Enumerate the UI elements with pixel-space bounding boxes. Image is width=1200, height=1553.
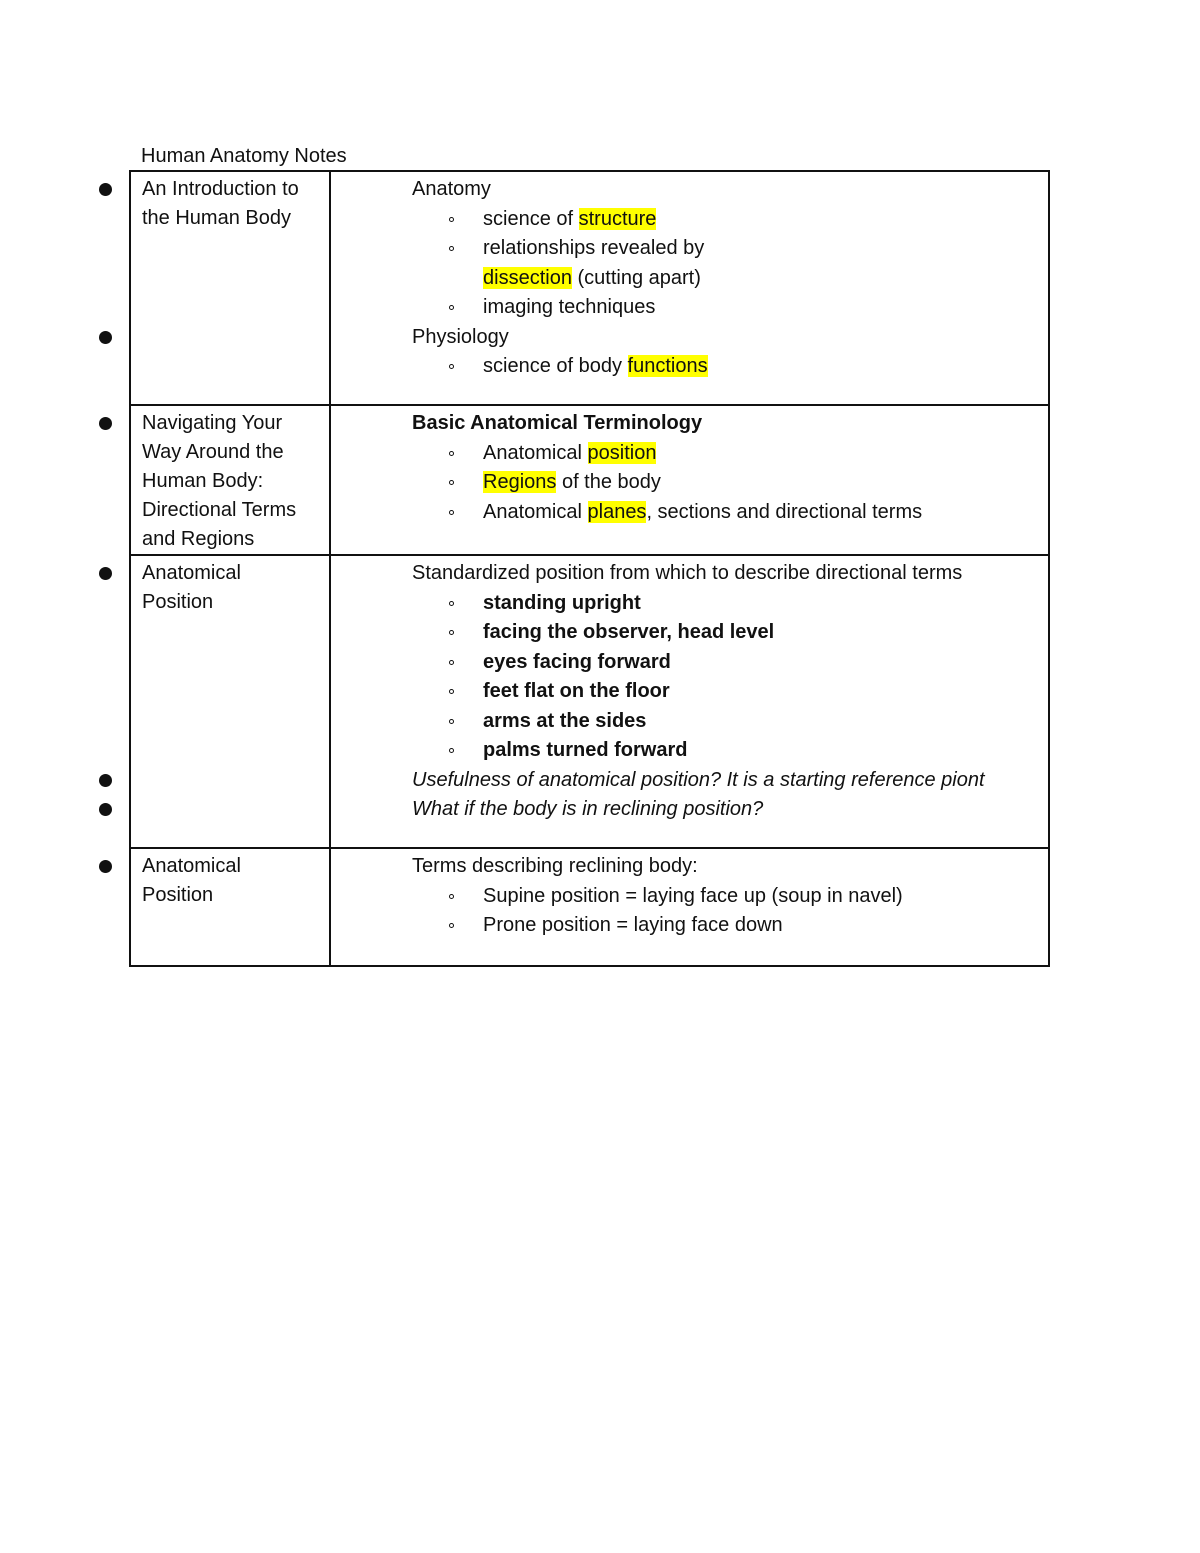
list-item (331, 409, 1048, 527)
bullet-icon (99, 331, 112, 344)
sub-item: Prone position = laying face down (332, 911, 1048, 941)
topic-cell (130, 555, 330, 848)
circle-bullet-icon (449, 894, 454, 899)
bullet-icon (99, 183, 112, 196)
circle-bullet-icon (449, 510, 454, 515)
topic-line: Way Around the (142, 441, 284, 463)
topic-line: Navigating Your (142, 412, 283, 434)
topic-line: Anatomical (142, 855, 241, 877)
list-item (331, 852, 1048, 941)
bullet-icon (99, 417, 112, 430)
list-item (331, 766, 1048, 796)
sub-list (483, 589, 1048, 766)
notes-cell (330, 171, 1049, 405)
sub-list (483, 205, 1048, 323)
circle-bullet-icon (449, 451, 454, 456)
sub-item: imaging techniques (332, 293, 1048, 323)
page-title: Human Anatomy Notes (141, 145, 347, 167)
item-text: What if the body is in reclining position? (412, 798, 764, 820)
topic-cell (130, 171, 330, 405)
item-text: Standardized position from which to describe directional terms (412, 562, 963, 584)
topic-line: Position (142, 884, 214, 906)
circle-bullet-icon (449, 601, 454, 606)
circle-bullet-icon (449, 305, 454, 310)
list-item (331, 559, 1048, 766)
circle-bullet-icon (449, 748, 454, 753)
sub-item: science of structure (332, 205, 1048, 235)
sub-item: science of body functions (332, 352, 1048, 382)
sub-item: arms at the sides (332, 707, 1048, 737)
highlighted-term: structure (578, 207, 657, 230)
sub-item: eyes facing forward (332, 648, 1048, 678)
bullet-list (331, 852, 1048, 941)
topic-cell (130, 405, 330, 555)
bullet-icon (99, 860, 112, 873)
highlighted-term: functions (627, 355, 708, 377)
topic-line: the Human Body (142, 207, 291, 229)
table-row (130, 848, 1049, 966)
item-text: Usefulness of anatomical position? It is a starting reference piont (412, 768, 985, 791)
circle-bullet-icon (449, 630, 454, 635)
bullet-icon (99, 567, 112, 580)
notes-table (129, 170, 1050, 967)
sub-item: palms turned forward (332, 736, 1048, 766)
circle-bullet-icon (449, 480, 454, 485)
list-item (331, 323, 1048, 382)
bullet-list (331, 409, 1048, 527)
bullet-icon (99, 774, 112, 787)
table-row (130, 171, 1049, 405)
notes-cell (330, 555, 1049, 848)
item-text: Anatomy (412, 178, 491, 200)
sub-item: standing upright (332, 589, 1048, 619)
topic-line: Position (142, 591, 214, 613)
table-row (130, 405, 1049, 555)
topic-line: Directional Terms (142, 499, 297, 521)
circle-bullet-icon (449, 923, 454, 928)
sub-item: facing the observer, head level (332, 618, 1048, 648)
circle-bullet-icon (449, 660, 454, 665)
sub-item: Regions of the body (332, 468, 1048, 498)
sub-list (483, 439, 1048, 528)
sub-list (483, 352, 1048, 382)
sub-item: feet flat on the floor (332, 677, 1048, 707)
topic-line: and Regions (142, 528, 255, 550)
item-text: Basic Anatomical Terminology (412, 412, 703, 434)
sub-list (483, 882, 1048, 941)
circle-bullet-icon (449, 689, 454, 694)
notes-cell (330, 405, 1049, 555)
highlighted-term: position (587, 441, 657, 464)
circle-bullet-icon (449, 719, 454, 724)
circle-bullet-icon (449, 364, 454, 369)
circle-bullet-icon (449, 217, 454, 222)
sub-item: Anatomical planes, sections and directional terms (332, 498, 1048, 528)
item-text: Physiology (412, 325, 509, 348)
list-item (331, 175, 1048, 323)
sub-item: relationships revealed by dissection (cutting apart) (332, 234, 1048, 293)
topic-line: Anatomical (142, 562, 241, 584)
topic-line: An Introduction to (142, 178, 299, 200)
topic-cell (130, 848, 330, 966)
circle-bullet-icon (449, 246, 454, 251)
highlighted-term: dissection (483, 266, 572, 289)
highlighted-term: planes (587, 500, 647, 523)
table-row (130, 555, 1049, 848)
list-item (331, 795, 1048, 825)
notes-cell (330, 848, 1049, 966)
bullet-icon (99, 803, 112, 816)
sub-item: Anatomical position (332, 439, 1048, 469)
sub-item: Supine position = laying face up (soup in navel) (332, 882, 1048, 912)
highlighted-term: Regions (483, 471, 557, 493)
bullet-list (331, 559, 1048, 825)
item-text: Terms describing reclining body: (412, 855, 698, 877)
topic-line: Human Body: (142, 470, 264, 492)
bullet-list (331, 175, 1048, 382)
